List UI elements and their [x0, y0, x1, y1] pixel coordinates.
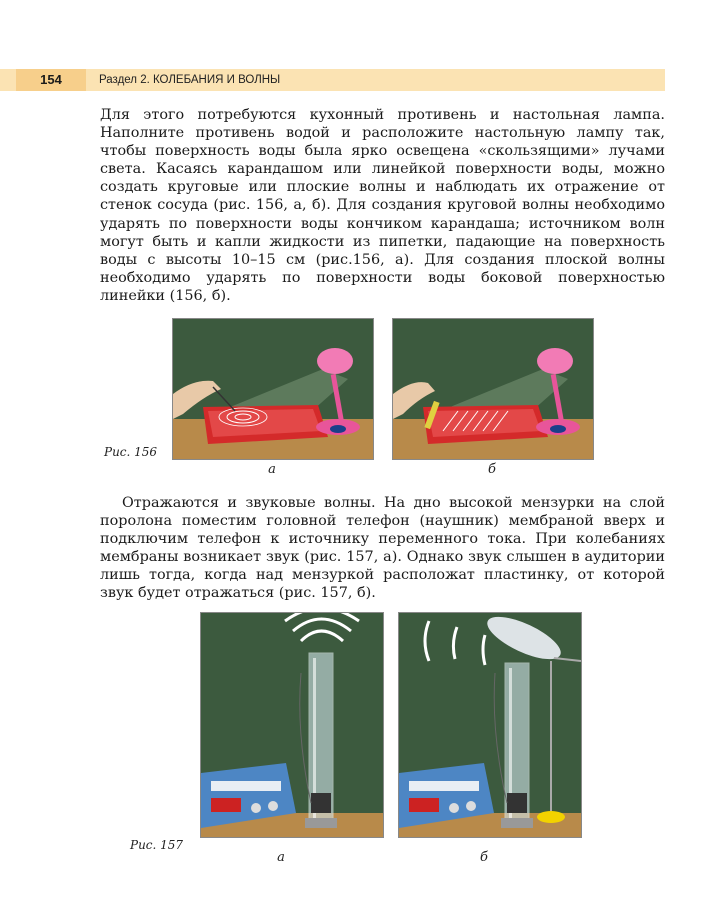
figure-157-caption: Рис. 157 — [130, 838, 184, 852]
figure-156a-photo — [172, 318, 374, 460]
page-number: 154 — [16, 69, 86, 91]
tray-plane-waves-illustration — [393, 319, 593, 459]
figure-156b-photo — [392, 318, 594, 460]
tray-circular-waves-illustration — [173, 319, 373, 459]
running-header — [0, 69, 665, 91]
figure-157a-label: а — [277, 850, 285, 865]
figure-156b-label: б — [488, 462, 496, 477]
paragraph-1: Для этого потребуются кухонный противень и настольная лампа. Наполните противень водой и расположите настольную лампу так, чтобы поверхность воды была ярко освещена «скользящими» лучами света. Касаясь карандашом или линейкой поверхности воды, можно создать круговые или плоские волны и наблюдать их отражение от стенок сосуда (рис. 156, а, б). Для создания круговой волны необходимо ударять по поверхности воды кончиком карандаша; источником волн могут быть и капли жидкости из пипетки, падающие на поверхность воды с высоты 10–15 см (рис.156, а). Для создания плоской волны необходимо ударять по поверхности воды боковой поверхностью линейки (156, б). — [100, 107, 665, 304]
figure-157b-photo — [398, 612, 582, 838]
beaker-with-headphone-illustration — [201, 613, 383, 837]
figure-157a-photo — [200, 612, 384, 838]
beaker-with-reflector-illustration — [399, 613, 581, 837]
section-title: Раздел 2. КОЛЕБАНИЯ И ВОЛНЫ — [99, 74, 281, 86]
figure-157b-label: б — [480, 850, 488, 865]
paragraph-2: Отражаются и звуковые волны. На дно высокой мензурки на слой поролона поместим головной телефон (наушник) мембраной вверх и подключим телефон к источнику переменного тока. При колебаниях мембраны возникает звук (рис. 157, а). Однако звук слышен в аудитории лишь тогда, когда над мензуркой расположат пластинку, от которой звук будет отражаться (рис. 157, б). — [100, 495, 665, 602]
figure-156-caption: Рис. 156 — [104, 445, 158, 459]
figure-156a-label: а — [268, 462, 276, 477]
